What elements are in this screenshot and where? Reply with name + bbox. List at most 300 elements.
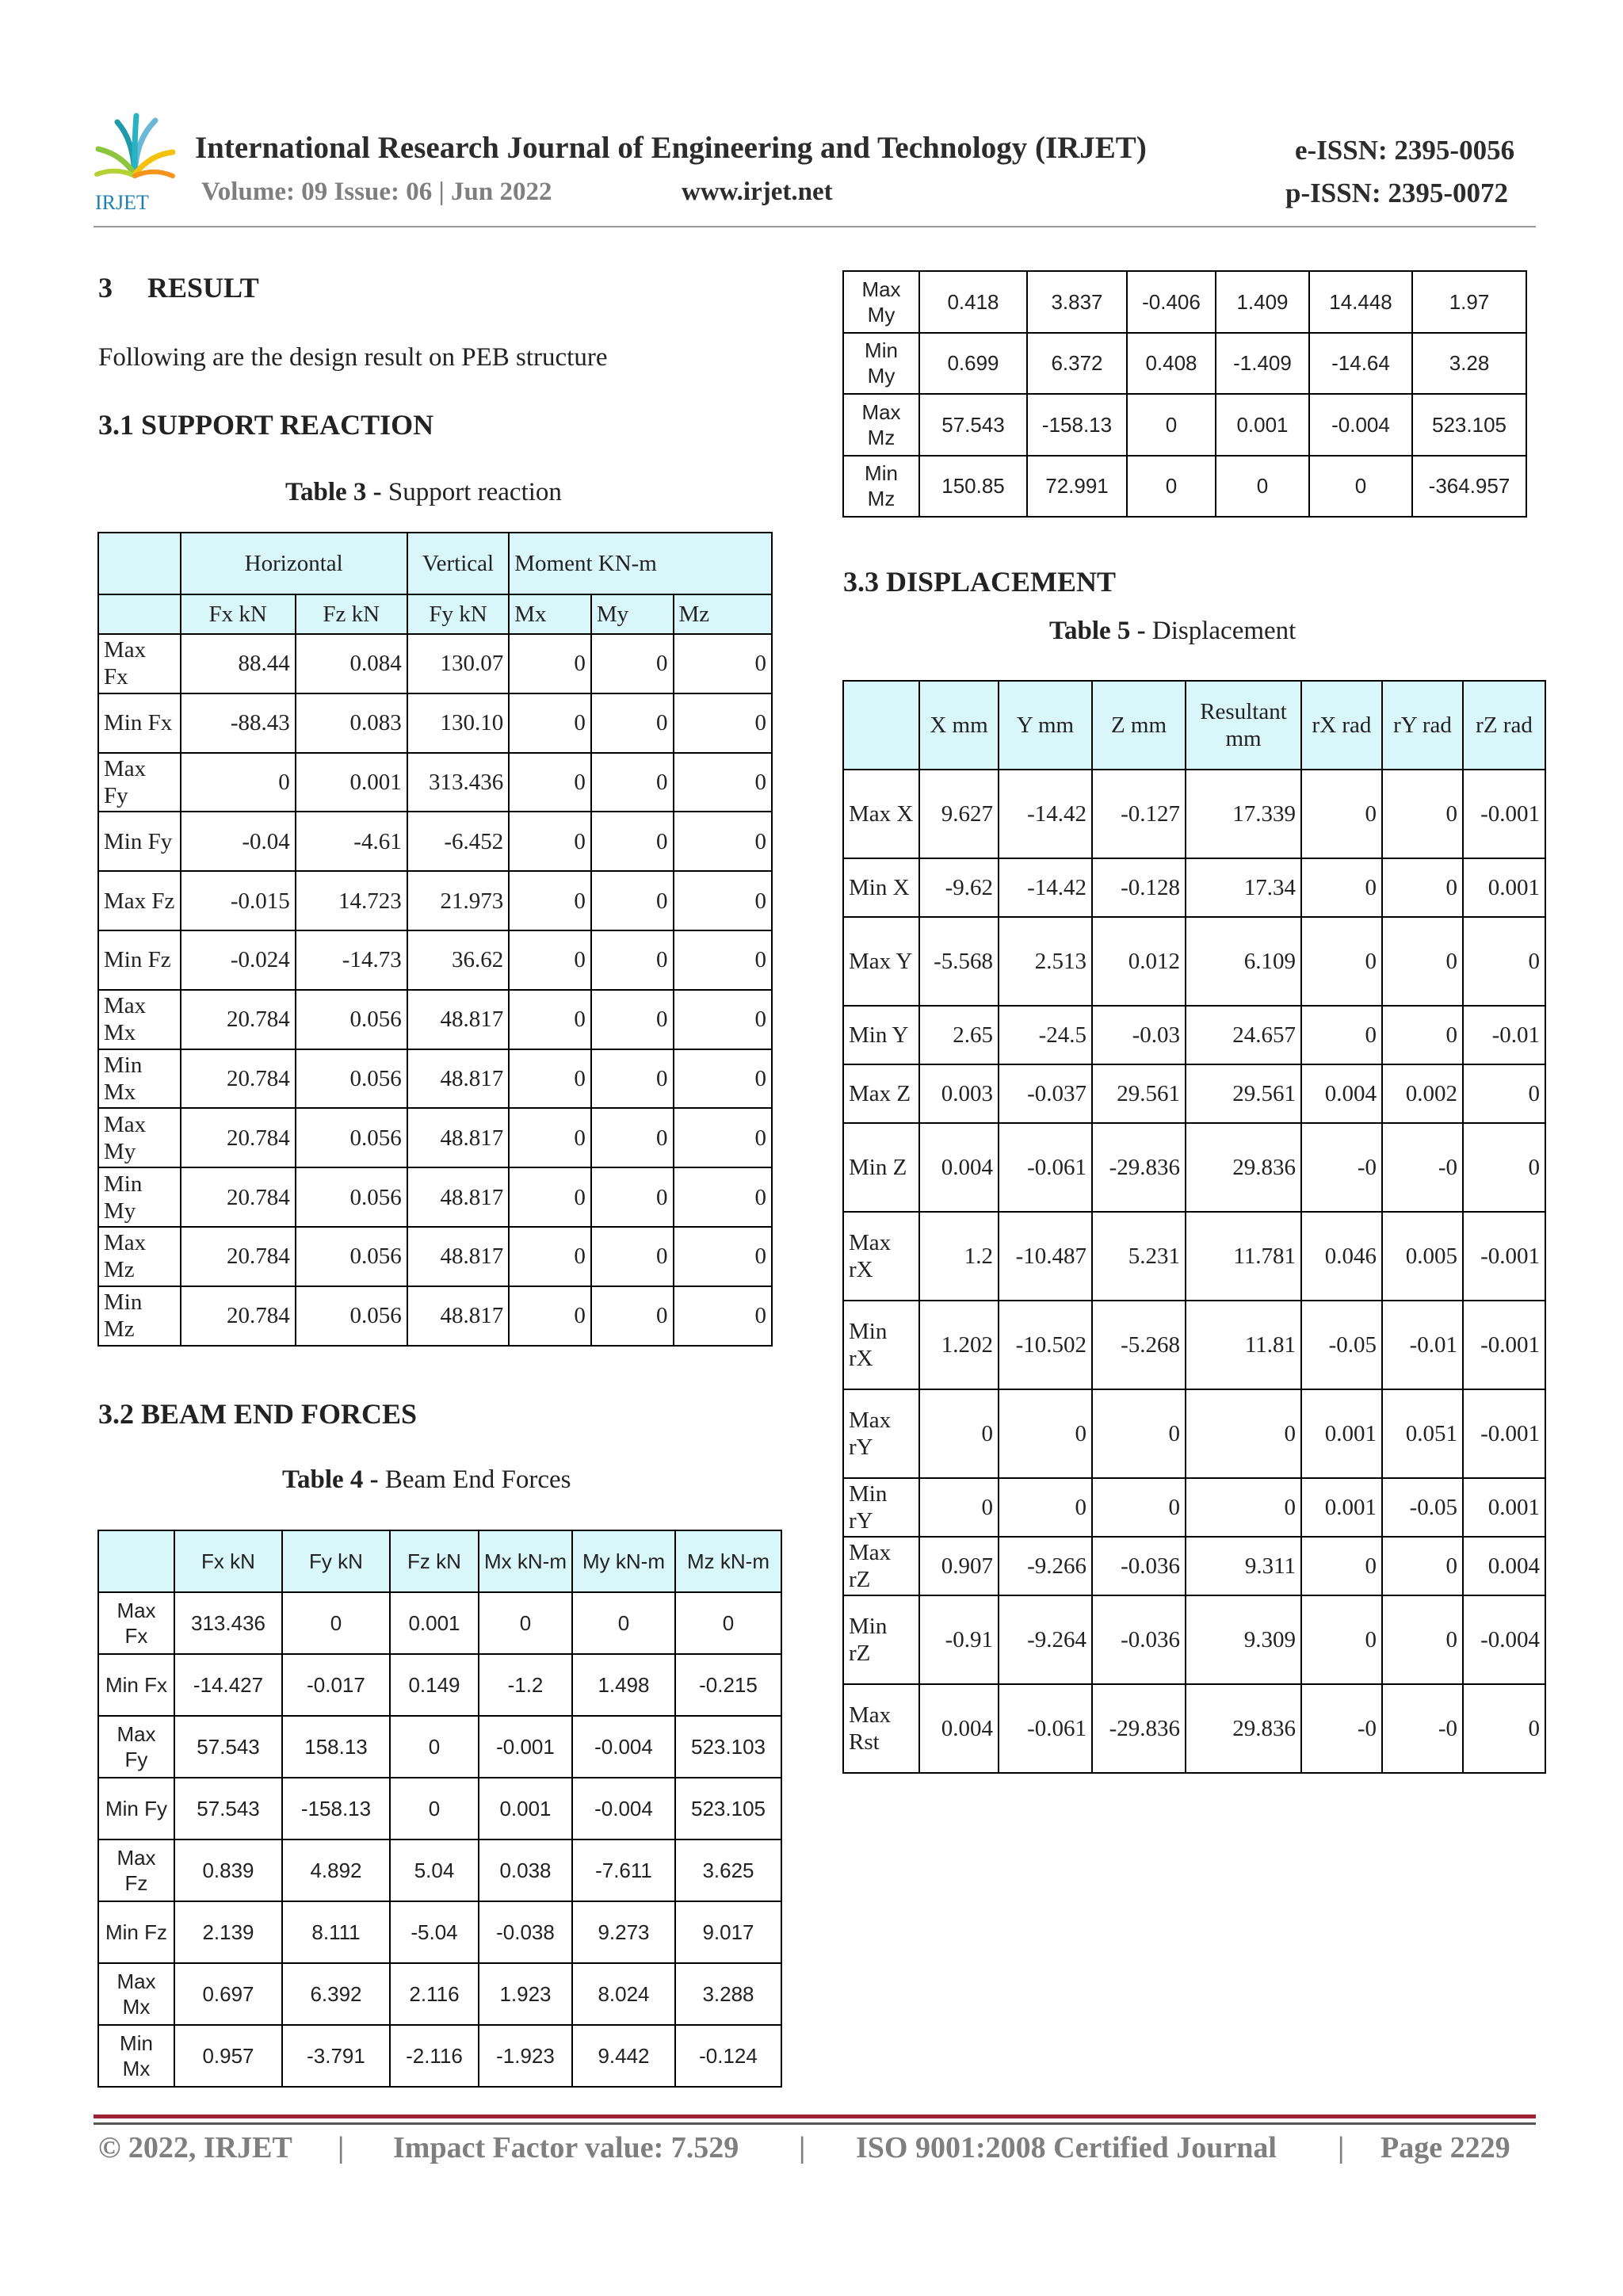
column-header-cell: Resultant mm — [1186, 681, 1301, 770]
table-row — [98, 1839, 781, 1901]
table-cell: -6.452 — [407, 812, 510, 871]
row-label-cell: Max Fz — [98, 1839, 174, 1901]
table-cell: 0 — [591, 930, 674, 990]
header-corner-cell — [843, 681, 919, 770]
table-cell: -0.001 — [1463, 770, 1545, 858]
row-label-cell: Max rY — [843, 1389, 919, 1478]
table-cell: -0.127 — [1092, 770, 1186, 858]
table-cell: 29.561 — [1092, 1064, 1186, 1123]
table-cell: 3.288 — [675, 1963, 781, 2025]
table-cell: 0.001 — [1301, 1478, 1382, 1537]
column-header-cell: Fx kN — [181, 594, 296, 634]
table-row — [98, 2025, 781, 2087]
row-label-cell: Min Fy — [98, 1778, 174, 1839]
table-cell: 6.372 — [1027, 333, 1127, 395]
table-cell: -9.266 — [999, 1537, 1092, 1595]
table-cell: 0.001 — [390, 1592, 479, 1654]
table-cell: 0 — [390, 1778, 479, 1839]
table-cell: 29.836 — [1186, 1123, 1301, 1212]
beam-end-forces-table-continued — [842, 270, 1527, 518]
table-cell: 0.001 — [296, 753, 407, 812]
table-cell: -158.13 — [1027, 394, 1127, 456]
table-cell: 1.923 — [479, 1963, 572, 2025]
table-cell: 0 — [1301, 858, 1382, 917]
table-cell: -0.004 — [1463, 1595, 1545, 1684]
table-header-row — [98, 1530, 781, 1592]
footer-separator: | — [338, 2131, 345, 2164]
table-cell: -0.406 — [1127, 271, 1216, 333]
table-cell: -0 — [1301, 1684, 1382, 1773]
table-cell: -5.268 — [1092, 1301, 1186, 1389]
table-cell: 0 — [1382, 770, 1463, 858]
table-cell: 0.083 — [296, 693, 407, 753]
table-cell: 29.836 — [1186, 1684, 1301, 1773]
table-cell: 0 — [509, 1049, 591, 1109]
column-header-cell: rX rad — [1301, 681, 1382, 770]
table5-caption — [1049, 617, 1296, 646]
row-label-cell: Max X — [843, 770, 919, 858]
section-title: RESULT — [147, 272, 259, 304]
table-cell: 8.024 — [572, 1963, 675, 2025]
table-cell: 1.97 — [1412, 271, 1526, 333]
table-cell: 0 — [509, 930, 591, 990]
table-cell: -0.037 — [999, 1064, 1092, 1123]
row-label-cell: Max Mx — [98, 990, 181, 1049]
section-number: 3 — [98, 272, 113, 304]
row-label-cell: Max Mx — [98, 1963, 174, 2025]
table-cell: 0 — [1382, 1595, 1463, 1684]
table-cell: 0 — [181, 753, 296, 812]
row-label-cell: Min Mz — [98, 1286, 181, 1346]
table-row — [98, 990, 772, 1049]
row-label-cell: Max rZ — [843, 1537, 919, 1595]
table5-caption-text: Displacement — [1145, 617, 1296, 645]
table-cell: -0.124 — [675, 2025, 781, 2087]
table-row — [843, 1478, 1545, 1537]
table-cell: 313.436 — [407, 753, 510, 812]
table-cell: -5.04 — [390, 1901, 479, 1963]
table-cell: 0 — [1382, 1537, 1463, 1595]
table-cell: 0 — [1463, 1123, 1545, 1212]
row-label-cell: Max Y — [843, 917, 919, 1006]
table-cell: 11.781 — [1186, 1212, 1301, 1301]
header-corner-cell — [98, 594, 181, 634]
table-cell: 523.105 — [1412, 394, 1526, 456]
table-row — [843, 1006, 1545, 1064]
table-cell: -0 — [1382, 1123, 1463, 1212]
column-header-cell: Fz kN — [390, 1530, 479, 1592]
table-cell: 57.543 — [174, 1716, 282, 1778]
table-cell: -14.64 — [1309, 333, 1412, 395]
table-cell: -7.611 — [572, 1839, 675, 1901]
table-cell: 48.817 — [407, 1227, 510, 1286]
table-cell: -0.001 — [479, 1716, 572, 1778]
table-cell: 0.149 — [390, 1654, 479, 1716]
table-cell: 0 — [1127, 394, 1216, 456]
table-cell: 0 — [1301, 1537, 1382, 1595]
table-cell: 0.697 — [174, 1963, 282, 2025]
group-header-cell: Moment KN-m — [509, 533, 772, 594]
row-label-cell: Min My — [98, 1167, 181, 1227]
table-cell: 0 — [1382, 858, 1463, 917]
table-cell: -0.215 — [675, 1654, 781, 1716]
table-cell: 0 — [674, 1108, 772, 1167]
table-cell: 48.817 — [407, 1049, 510, 1109]
table-cell: 0 — [674, 634, 772, 693]
table-row — [98, 1286, 772, 1346]
section-intro: Following are the design result on PEB structure — [98, 343, 608, 372]
table-cell: -1.2 — [479, 1654, 572, 1716]
table-cell: 0.012 — [1092, 917, 1186, 1006]
table-cell: 0.004 — [1301, 1064, 1382, 1123]
row-label-cell: Min Fy — [98, 812, 181, 871]
row-label-cell: Min Fz — [98, 930, 181, 990]
table-cell: 0.001 — [1301, 1389, 1382, 1478]
table-cell: -9.264 — [999, 1595, 1092, 1684]
table-cell: -0.001 — [1463, 1301, 1545, 1389]
footer-page-number: Page 2229 — [1381, 2131, 1510, 2164]
header-corner-cell — [98, 533, 181, 594]
logo-text: IRJET — [95, 191, 149, 212]
column-header-cell: rZ rad — [1463, 681, 1545, 770]
table-cell: -4.61 — [296, 812, 407, 871]
table-cell: 0.003 — [919, 1064, 999, 1123]
table-cell: 48.817 — [407, 990, 510, 1049]
table-cell: 150.85 — [919, 456, 1027, 518]
beam-end-forces-heading: 3.2 BEAM END FORCES — [98, 1398, 418, 1430]
table-cell: 21.973 — [407, 871, 510, 930]
table-cell: -29.836 — [1092, 1684, 1186, 1773]
table-cell: 0 — [390, 1716, 479, 1778]
table-cell: -0.001 — [1463, 1389, 1545, 1478]
table-cell: 0 — [591, 1108, 674, 1167]
table-cell: 0.051 — [1382, 1389, 1463, 1478]
table-row — [98, 1167, 772, 1227]
row-label-cell: Max Mz — [843, 394, 919, 456]
table-cell: 57.543 — [174, 1778, 282, 1839]
table-cell: 11.81 — [1186, 1301, 1301, 1389]
table-cell: 20.784 — [181, 1049, 296, 1109]
table-cell: 9.017 — [675, 1901, 781, 1963]
table-cell: -0 — [1382, 1684, 1463, 1773]
table-cell: -14.427 — [174, 1654, 282, 1716]
table-cell: 48.817 — [407, 1108, 510, 1167]
table-cell: 0 — [591, 1227, 674, 1286]
table-row — [98, 1901, 781, 1963]
table-cell: 0 — [674, 753, 772, 812]
table-cell: 0 — [591, 634, 674, 693]
table-row — [843, 394, 1526, 456]
table-cell: 0 — [591, 1049, 674, 1109]
row-label-cell: Min Fx — [98, 693, 181, 753]
table-cell: -9.62 — [919, 858, 999, 917]
table-cell: 0 — [591, 990, 674, 1049]
table-cell: -14.42 — [999, 858, 1092, 917]
row-label-cell: Min rY — [843, 1478, 919, 1537]
column-header-cell: X mm — [919, 681, 999, 770]
row-label-cell: Max rX — [843, 1212, 919, 1301]
table-cell: 8.111 — [282, 1901, 390, 1963]
table3-caption-label: Table 3 - — [285, 478, 382, 506]
table-cell: 0.056 — [296, 1108, 407, 1167]
table-cell: -0.061 — [999, 1123, 1092, 1212]
table-cell: 0 — [919, 1478, 999, 1537]
table-cell: -158.13 — [282, 1778, 390, 1839]
table-cell: -10.487 — [999, 1212, 1092, 1301]
table-cell: 29.561 — [1186, 1064, 1301, 1123]
table-cell: 0 — [509, 634, 591, 693]
table-cell: 0 — [509, 1227, 591, 1286]
table-cell: 0 — [1301, 770, 1382, 858]
column-header-cell: My — [591, 594, 674, 634]
table-row — [843, 858, 1545, 917]
table-cell: 2.513 — [999, 917, 1092, 1006]
table-cell: 9.273 — [572, 1901, 675, 1963]
table-row — [98, 753, 772, 812]
footer-separator: | — [1338, 2131, 1345, 2164]
table-cell: -0.038 — [479, 1901, 572, 1963]
table-cell: 0 — [591, 812, 674, 871]
row-label-cell: Max Mz — [98, 1227, 181, 1286]
header-divider — [94, 226, 1536, 227]
column-header-cell: My kN-m — [572, 1530, 675, 1592]
table-row — [98, 930, 772, 990]
column-header-cell: Fy kN — [407, 594, 510, 634]
table-cell: 9.311 — [1186, 1537, 1301, 1595]
journal-website[interactable]: www.irjet.net — [682, 178, 833, 206]
table-cell: 9.627 — [919, 770, 999, 858]
table-row — [98, 1049, 772, 1109]
table-row — [98, 1654, 781, 1716]
table4-caption-text: Beam End Forces — [378, 1465, 571, 1494]
column-header-cell: Z mm — [1092, 681, 1186, 770]
table-cell: 0 — [1216, 456, 1309, 518]
column-header-cell: Fy kN — [282, 1530, 390, 1592]
table-cell: 523.103 — [675, 1716, 781, 1778]
row-label-cell: Max My — [843, 271, 919, 333]
table-cell: 0 — [674, 1049, 772, 1109]
table-cell: 0 — [675, 1592, 781, 1654]
table-cell: 0 — [674, 930, 772, 990]
table-row — [843, 1123, 1545, 1212]
table-cell: 48.817 — [407, 1167, 510, 1227]
row-label-cell: Min Mx — [98, 1049, 181, 1109]
table-cell: -364.957 — [1412, 456, 1526, 518]
table-cell: -0 — [1301, 1123, 1382, 1212]
row-label-cell: Max My — [98, 1108, 181, 1167]
table-row — [843, 1212, 1545, 1301]
table-cell: -14.42 — [999, 770, 1092, 858]
table-cell: 0 — [479, 1592, 572, 1654]
row-label-cell: Max Fx — [98, 634, 181, 693]
table-cell: 20.784 — [181, 990, 296, 1049]
table-header-row — [98, 533, 772, 594]
table-cell: 0 — [591, 871, 674, 930]
table-cell: -0.015 — [181, 871, 296, 930]
table-cell: 0 — [1463, 1684, 1545, 1773]
table-cell: 20.784 — [181, 1108, 296, 1167]
column-header-cell: rY rad — [1382, 681, 1463, 770]
table-cell: 0.408 — [1127, 333, 1216, 395]
table-cell: 36.62 — [407, 930, 510, 990]
table-row — [98, 812, 772, 871]
table-cell: -3.791 — [282, 2025, 390, 2087]
table4-caption-label: Table 4 - — [282, 1465, 379, 1494]
table3-caption-text: Support reaction — [381, 478, 562, 506]
table-cell: 14.448 — [1309, 271, 1412, 333]
table-cell: 0 — [674, 871, 772, 930]
table-cell: 0.046 — [1301, 1212, 1382, 1301]
table-row — [98, 634, 772, 693]
table-cell: 0.004 — [919, 1684, 999, 1773]
group-header-cell: Vertical — [407, 533, 510, 594]
table-row — [843, 1064, 1545, 1123]
table-cell: -1.409 — [1216, 333, 1309, 395]
table-header-row — [843, 681, 1545, 770]
row-label-cell: Min rZ — [843, 1595, 919, 1684]
table-cell: -0.01 — [1382, 1301, 1463, 1389]
table-cell: 3.837 — [1027, 271, 1127, 333]
table-cell: 0 — [674, 1286, 772, 1346]
row-label-cell: Min Fx — [98, 1654, 174, 1716]
table-cell: 0.084 — [296, 634, 407, 693]
table-cell: 20.784 — [181, 1167, 296, 1227]
table-cell: 0 — [591, 1286, 674, 1346]
table-cell: -0.05 — [1301, 1301, 1382, 1389]
table-cell: 5.04 — [390, 1839, 479, 1901]
table-cell: 0 — [1463, 1064, 1545, 1123]
column-header-cell: Mz kN-m — [675, 1530, 781, 1592]
row-label-cell: Min Fz — [98, 1901, 174, 1963]
table-cell: 0 — [1301, 1006, 1382, 1064]
table-cell: 17.339 — [1186, 770, 1301, 858]
footer-divider-red — [94, 2115, 1536, 2118]
table-cell: 48.817 — [407, 1286, 510, 1346]
table-cell: -1.923 — [479, 2025, 572, 2087]
table-cell: 0.001 — [479, 1778, 572, 1839]
table-cell: 0 — [674, 812, 772, 871]
table-subheader-row — [98, 594, 772, 634]
table-cell: 0 — [999, 1478, 1092, 1537]
irjet-logo — [94, 111, 176, 212]
table-cell: 9.309 — [1186, 1595, 1301, 1684]
table-cell: 0 — [674, 693, 772, 753]
table-row — [98, 1778, 781, 1839]
table-cell: 130.10 — [407, 693, 510, 753]
table-cell: 0 — [674, 1227, 772, 1286]
table-cell: 0.005 — [1382, 1212, 1463, 1301]
table-cell: 0 — [1301, 1595, 1382, 1684]
row-label-cell: Min Mz — [843, 456, 919, 518]
table-cell: 0 — [591, 693, 674, 753]
table-row — [843, 1684, 1545, 1773]
table-cell: -0.001 — [1463, 1212, 1545, 1301]
support-reaction-heading: 3.1 SUPPORT REACTION — [98, 409, 434, 441]
journal-title: International Research Journal of Engineering and Technology (IRJET) — [195, 131, 1147, 165]
table-row — [843, 456, 1526, 518]
table-row — [843, 1595, 1545, 1684]
table-cell: 1.409 — [1216, 271, 1309, 333]
table-cell: -0.017 — [282, 1654, 390, 1716]
table-row — [98, 871, 772, 930]
footer-impact-factor: Impact Factor value: 7.529 — [393, 2131, 739, 2164]
table4-caption — [282, 1465, 571, 1495]
table-cell: 0 — [509, 753, 591, 812]
table-cell: -0.01 — [1463, 1006, 1545, 1064]
table-cell: -0.004 — [572, 1716, 675, 1778]
table-cell: 0 — [1382, 1006, 1463, 1064]
table-cell: 0 — [509, 1167, 591, 1227]
table-cell: 1.2 — [919, 1212, 999, 1301]
table-cell: 4.892 — [282, 1839, 390, 1901]
row-label-cell: Min Mx — [98, 2025, 174, 2087]
row-label-cell: Min rX — [843, 1301, 919, 1389]
table-cell: 0 — [1309, 456, 1412, 518]
table-cell: 0 — [509, 990, 591, 1049]
table-row — [843, 1389, 1545, 1478]
table-cell: 0.056 — [296, 1286, 407, 1346]
table-cell: -0.128 — [1092, 858, 1186, 917]
table-cell: 0 — [1301, 917, 1382, 1006]
row-label-cell: Max Fz — [98, 871, 181, 930]
table-row — [98, 1108, 772, 1167]
table-row — [843, 770, 1545, 858]
p-issn: p-ISSN: 2395-0072 — [1285, 178, 1509, 208]
footer-copyright: © 2022, IRJET — [98, 2131, 292, 2164]
table-row — [843, 1301, 1545, 1389]
table-cell: 0.839 — [174, 1839, 282, 1901]
table-cell: 2.65 — [919, 1006, 999, 1064]
table-cell: -0.004 — [1309, 394, 1412, 456]
table-row — [98, 1227, 772, 1286]
table-cell: 5.231 — [1092, 1212, 1186, 1301]
table-cell: 0.699 — [919, 333, 1027, 395]
table-row — [98, 1963, 781, 2025]
table-cell: 6.109 — [1186, 917, 1301, 1006]
table-cell: 523.105 — [675, 1778, 781, 1839]
footer-iso: ISO 9001:2008 Certified Journal — [856, 2131, 1277, 2164]
e-issn: e-ISSN: 2395-0056 — [1295, 135, 1515, 166]
table-cell: 0.001 — [1463, 1478, 1545, 1537]
row-label-cell: Max Rst — [843, 1684, 919, 1773]
table-cell: 0 — [591, 1167, 674, 1227]
table-cell: -0.91 — [919, 1595, 999, 1684]
table-cell: 0 — [509, 1108, 591, 1167]
column-header-cell: Mz — [674, 594, 772, 634]
table-cell: -0.036 — [1092, 1595, 1186, 1684]
table-cell: 20.784 — [181, 1227, 296, 1286]
group-header-cell: Horizontal — [181, 533, 407, 594]
table-cell: 0.056 — [296, 1227, 407, 1286]
table-cell: -0.036 — [1092, 1537, 1186, 1595]
table-cell: 158.13 — [282, 1716, 390, 1778]
table-cell: -88.43 — [181, 693, 296, 753]
table-cell: 0 — [674, 1167, 772, 1227]
table-cell: 0 — [1382, 917, 1463, 1006]
table-cell: 0.001 — [1463, 858, 1545, 917]
table-cell: -0.03 — [1092, 1006, 1186, 1064]
table-row — [98, 1592, 781, 1654]
table-cell: 57.543 — [919, 394, 1027, 456]
footer-divider-dark — [94, 2122, 1536, 2125]
support-reaction-table — [97, 532, 773, 1347]
table-row — [843, 271, 1526, 333]
table-cell: 0.907 — [919, 1537, 999, 1595]
table-cell: 24.657 — [1186, 1006, 1301, 1064]
table-cell: 0 — [1092, 1478, 1186, 1537]
table-cell: 9.442 — [572, 2025, 675, 2087]
row-label-cell: Max Fy — [98, 753, 181, 812]
